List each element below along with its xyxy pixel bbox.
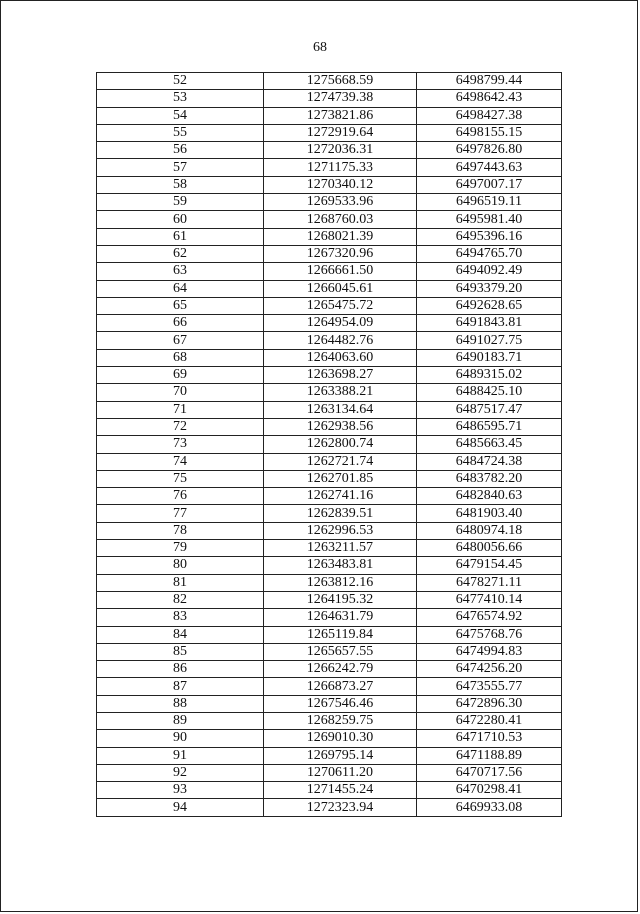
x-coordinate-cell: 1269533.96 <box>264 194 417 211</box>
x-coordinate-cell: 1275668.59 <box>264 73 417 90</box>
x-coordinate-cell: 1271175.33 <box>264 159 417 176</box>
point-number-cell: 84 <box>97 626 264 643</box>
x-coordinate-cell: 1269010.30 <box>264 730 417 747</box>
y-coordinate-cell: 6483782.20 <box>417 470 562 487</box>
table-row <box>97 367 562 384</box>
table-row <box>97 228 562 245</box>
y-coordinate-cell: 6476574.92 <box>417 609 562 626</box>
point-number-cell: 75 <box>97 470 264 487</box>
x-coordinate-cell: 1266873.27 <box>264 678 417 695</box>
table-row <box>97 591 562 608</box>
point-number-cell: 89 <box>97 712 264 729</box>
x-coordinate-cell: 1264631.79 <box>264 609 417 626</box>
table-row <box>97 626 562 643</box>
table-row <box>97 263 562 280</box>
point-number-cell: 87 <box>97 678 264 695</box>
point-number-cell: 94 <box>97 799 264 816</box>
point-number-cell: 92 <box>97 764 264 781</box>
table-row <box>97 505 562 522</box>
x-coordinate-cell: 1262721.74 <box>264 453 417 470</box>
y-coordinate-cell: 6492628.65 <box>417 297 562 314</box>
y-coordinate-cell: 6479154.45 <box>417 557 562 574</box>
y-coordinate-cell: 6472280.41 <box>417 712 562 729</box>
x-coordinate-cell: 1267320.96 <box>264 245 417 262</box>
table-row <box>97 678 562 695</box>
x-coordinate-cell: 1264482.76 <box>264 332 417 349</box>
table-row <box>97 315 562 332</box>
point-number-cell: 81 <box>97 574 264 591</box>
table-row <box>97 488 562 505</box>
point-number-cell: 65 <box>97 297 264 314</box>
table-row <box>97 245 562 262</box>
y-coordinate-cell: 6486595.71 <box>417 418 562 435</box>
point-number-cell: 64 <box>97 280 264 297</box>
x-coordinate-cell: 1262800.74 <box>264 436 417 453</box>
y-coordinate-cell: 6489315.02 <box>417 367 562 384</box>
point-number-cell: 59 <box>97 194 264 211</box>
point-number-cell: 91 <box>97 747 264 764</box>
point-number-cell: 74 <box>97 453 264 470</box>
y-coordinate-cell: 6469933.08 <box>417 799 562 816</box>
point-number-cell: 69 <box>97 367 264 384</box>
y-coordinate-cell: 6473555.77 <box>417 678 562 695</box>
y-coordinate-cell: 6497443.63 <box>417 159 562 176</box>
y-coordinate-cell: 6474994.83 <box>417 643 562 660</box>
x-coordinate-cell: 1266242.79 <box>264 661 417 678</box>
y-coordinate-cell: 6481903.40 <box>417 505 562 522</box>
x-coordinate-cell: 1266045.61 <box>264 280 417 297</box>
x-coordinate-cell: 1263134.64 <box>264 401 417 418</box>
x-coordinate-cell: 1262938.56 <box>264 418 417 435</box>
y-coordinate-cell: 6477410.14 <box>417 591 562 608</box>
y-coordinate-cell: 6498155.15 <box>417 124 562 141</box>
point-number-cell: 77 <box>97 505 264 522</box>
point-number-cell: 78 <box>97 522 264 539</box>
y-coordinate-cell: 6495396.16 <box>417 228 562 245</box>
x-coordinate-cell: 1262839.51 <box>264 505 417 522</box>
point-number-cell: 60 <box>97 211 264 228</box>
coordinate-table-body <box>97 73 562 817</box>
table-row <box>97 643 562 660</box>
y-coordinate-cell: 6491027.75 <box>417 332 562 349</box>
y-coordinate-cell: 6488425.10 <box>417 384 562 401</box>
table-row <box>97 418 562 435</box>
x-coordinate-cell: 1264195.32 <box>264 591 417 608</box>
point-number-cell: 67 <box>97 332 264 349</box>
table-row <box>97 730 562 747</box>
y-coordinate-cell: 6480056.66 <box>417 540 562 557</box>
x-coordinate-cell: 1268259.75 <box>264 712 417 729</box>
y-coordinate-cell: 6498799.44 <box>417 73 562 90</box>
point-number-cell: 83 <box>97 609 264 626</box>
point-number-cell: 73 <box>97 436 264 453</box>
point-number-cell: 79 <box>97 540 264 557</box>
point-number-cell: 55 <box>97 124 264 141</box>
y-coordinate-cell: 6497826.80 <box>417 142 562 159</box>
table-row <box>97 764 562 781</box>
table-row <box>97 159 562 176</box>
table-row <box>97 384 562 401</box>
y-coordinate-cell: 6471188.89 <box>417 747 562 764</box>
point-number-cell: 85 <box>97 643 264 660</box>
y-coordinate-cell: 6472896.30 <box>417 695 562 712</box>
point-number-cell: 86 <box>97 661 264 678</box>
x-coordinate-cell: 1265657.55 <box>264 643 417 660</box>
x-coordinate-cell: 1263698.27 <box>264 367 417 384</box>
table-row <box>97 176 562 193</box>
x-coordinate-cell: 1268021.39 <box>264 228 417 245</box>
x-coordinate-cell: 1264063.60 <box>264 349 417 366</box>
table-row <box>97 782 562 799</box>
table-row <box>97 73 562 90</box>
point-number-cell: 61 <box>97 228 264 245</box>
table-row <box>97 453 562 470</box>
point-number-cell: 52 <box>97 73 264 90</box>
table-row <box>97 712 562 729</box>
table-row <box>97 194 562 211</box>
point-number-cell: 62 <box>97 245 264 262</box>
y-coordinate-cell: 6474256.20 <box>417 661 562 678</box>
table-row <box>97 540 562 557</box>
x-coordinate-cell: 1267546.46 <box>264 695 417 712</box>
point-number-cell: 57 <box>97 159 264 176</box>
x-coordinate-cell: 1262701.85 <box>264 470 417 487</box>
table-row <box>97 609 562 626</box>
y-coordinate-cell: 6480974.18 <box>417 522 562 539</box>
x-coordinate-cell: 1264954.09 <box>264 315 417 332</box>
x-coordinate-cell: 1263388.21 <box>264 384 417 401</box>
point-number-cell: 53 <box>97 90 264 107</box>
y-coordinate-cell: 6482840.63 <box>417 488 562 505</box>
table-row <box>97 470 562 487</box>
point-number-cell: 76 <box>97 488 264 505</box>
y-coordinate-cell: 6493379.20 <box>417 280 562 297</box>
point-number-cell: 56 <box>97 142 264 159</box>
x-coordinate-cell: 1273821.86 <box>264 107 417 124</box>
table-row <box>97 522 562 539</box>
table-row <box>97 107 562 124</box>
y-coordinate-cell: 6471710.53 <box>417 730 562 747</box>
point-number-cell: 88 <box>97 695 264 712</box>
table-row <box>97 574 562 591</box>
table-row <box>97 436 562 453</box>
y-coordinate-cell: 6491843.81 <box>417 315 562 332</box>
point-number-cell: 90 <box>97 730 264 747</box>
table-row <box>97 799 562 816</box>
x-coordinate-cell: 1263211.57 <box>264 540 417 557</box>
x-coordinate-cell: 1274739.38 <box>264 90 417 107</box>
x-coordinate-cell: 1268760.03 <box>264 211 417 228</box>
x-coordinate-cell: 1263812.16 <box>264 574 417 591</box>
x-coordinate-cell: 1265119.84 <box>264 626 417 643</box>
point-number-cell: 66 <box>97 315 264 332</box>
table-row <box>97 142 562 159</box>
y-coordinate-cell: 6478271.11 <box>417 574 562 591</box>
x-coordinate-cell: 1272323.94 <box>264 799 417 816</box>
x-coordinate-cell: 1270340.12 <box>264 176 417 193</box>
page-number: 68 <box>313 40 327 55</box>
y-coordinate-cell: 6475768.76 <box>417 626 562 643</box>
x-coordinate-cell: 1269795.14 <box>264 747 417 764</box>
table-row <box>97 557 562 574</box>
y-coordinate-cell: 6470298.41 <box>417 782 562 799</box>
y-coordinate-cell: 6487517.47 <box>417 401 562 418</box>
y-coordinate-cell: 6495981.40 <box>417 211 562 228</box>
table-row <box>97 695 562 712</box>
x-coordinate-cell: 1263483.81 <box>264 557 417 574</box>
y-coordinate-cell: 6498427.38 <box>417 107 562 124</box>
table-row <box>97 124 562 141</box>
x-coordinate-cell: 1272919.64 <box>264 124 417 141</box>
y-coordinate-cell: 6494092.49 <box>417 263 562 280</box>
x-coordinate-cell: 1270611.20 <box>264 764 417 781</box>
x-coordinate-cell: 1265475.72 <box>264 297 417 314</box>
point-number-cell: 68 <box>97 349 264 366</box>
coordinate-table <box>96 72 562 817</box>
y-coordinate-cell: 6498642.43 <box>417 90 562 107</box>
y-coordinate-cell: 6485663.45 <box>417 436 562 453</box>
x-coordinate-cell: 1262741.16 <box>264 488 417 505</box>
x-coordinate-cell: 1266661.50 <box>264 263 417 280</box>
point-number-cell: 82 <box>97 591 264 608</box>
point-number-cell: 54 <box>97 107 264 124</box>
table-row <box>97 747 562 764</box>
table-row <box>97 332 562 349</box>
x-coordinate-cell: 1272036.31 <box>264 142 417 159</box>
x-coordinate-cell: 1262996.53 <box>264 522 417 539</box>
table-row <box>97 349 562 366</box>
point-number-cell: 71 <box>97 401 264 418</box>
table-row <box>97 90 562 107</box>
table-row <box>97 211 562 228</box>
point-number-cell: 93 <box>97 782 264 799</box>
table-row <box>97 401 562 418</box>
y-coordinate-cell: 6490183.71 <box>417 349 562 366</box>
x-coordinate-cell: 1271455.24 <box>264 782 417 799</box>
point-number-cell: 72 <box>97 418 264 435</box>
y-coordinate-cell: 6470717.56 <box>417 764 562 781</box>
table-row <box>97 297 562 314</box>
y-coordinate-cell: 6484724.38 <box>417 453 562 470</box>
table-row <box>97 661 562 678</box>
point-number-cell: 58 <box>97 176 264 193</box>
point-number-cell: 80 <box>97 557 264 574</box>
point-number-cell: 63 <box>97 263 264 280</box>
y-coordinate-cell: 6496519.11 <box>417 194 562 211</box>
y-coordinate-cell: 6494765.70 <box>417 245 562 262</box>
y-coordinate-cell: 6497007.17 <box>417 176 562 193</box>
table-row <box>97 280 562 297</box>
point-number-cell: 70 <box>97 384 264 401</box>
